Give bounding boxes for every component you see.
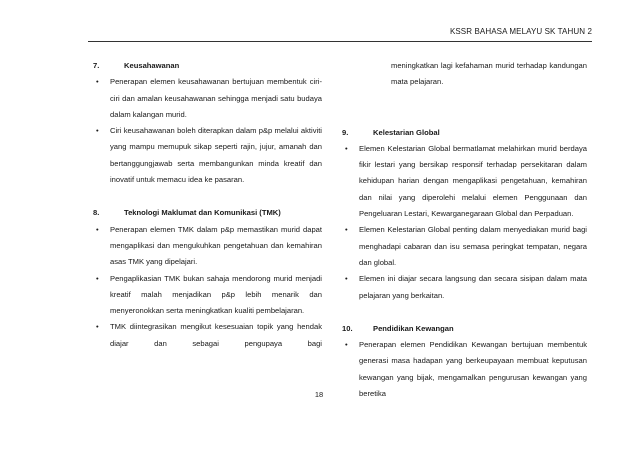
bullet-icon: • — [345, 274, 348, 284]
bullet-icon: • — [96, 273, 99, 283]
page-number: 18 — [314, 390, 324, 399]
bullet-list — [342, 141, 587, 304]
bullet-icon: • — [345, 340, 348, 350]
section-title: Keusahawanan — [124, 61, 180, 70]
list-item-text: Penerapan elemen Pendidikan Kewangan bertujuan membentuk generasi masa hadapan yang berkeupayaan membuat keputusan kewangan yang bijak, mengamalkan pengurusan kewangan yang beretika — [359, 340, 587, 399]
header-rule — [88, 41, 592, 42]
section-title: Teknologi Maklumat dan Komunikasi (TMK) — [124, 208, 281, 218]
bullet-icon: • — [96, 126, 99, 136]
bullet-icon: • — [96, 322, 99, 332]
section-number: 10. — [342, 323, 353, 333]
list-item-text: Elemen Kelestarian Global bermatlamat melahirkan murid berdaya fikir lestari yang bersikap responsif terhadap persekitaran dalam kehidupan harian dengan mengaplikasi pengetahuan, kemahiran dan nilai yang diperolehi melalui elemen Penggunaan dan Pengeluaran Lestari, Kewarganegaraan Global dan Perpaduan. — [359, 143, 587, 219]
list-item-text: Ciri keusahawanan boleh diterapkan dalam p&p melalui aktiviti yang mampu memupuk sikap seperti rajin, jujur, amanah dan bertanggungjawab serta membangunkan minda kreatif dan inovatif untuk memacu idea ke pasaran. — [110, 126, 322, 185]
section-number: 8. — [93, 208, 100, 218]
section-title: Pendidikan Kewangan — [373, 323, 454, 333]
bullet-icon: • — [96, 77, 99, 87]
section-number: 9. — [342, 127, 349, 137]
bullet-list — [93, 74, 322, 188]
list-item — [93, 222, 322, 271]
right-column — [342, 58, 587, 402]
list-item-text: Elemen Kelestarian Global penting dalam menyediakan murid bagi menghadapi cabaran dan isu semasa peringkat tempatan, negara dan global. — [359, 225, 587, 267]
list-item — [93, 74, 322, 123]
list-item-text: TMK diintegrasikan mengikut kesesuaian topik yang hendak diajar dan sebagai pengupaya bagi — [110, 322, 322, 348]
list-item — [93, 271, 322, 320]
left-column — [93, 58, 322, 352]
section-heading — [93, 205, 322, 221]
section-heading — [342, 321, 587, 337]
section-heading — [342, 125, 587, 141]
document-title: KSSR BAHASA MELAYU SK TAHUN 2 — [449, 27, 592, 36]
bullet-icon: • — [345, 225, 348, 235]
list-item-text: Pengaplikasian TMK bukan sahaja mendorong murid menjadi kreatif malah menjadikan p&p lebih menarik dan menyeronokkan serta meningkatkan kualiti pembelajaran. — [110, 273, 322, 316]
section-number: 7. — [93, 61, 100, 70]
section-heading — [93, 58, 322, 74]
list-item — [342, 141, 587, 222]
section-title: Kelestarian Global — [373, 127, 440, 137]
bullet-list — [93, 222, 322, 352]
list-item — [93, 123, 322, 188]
bullet-icon: • — [96, 224, 99, 234]
list-item-text: Penerapan elemen keusahawanan bertujuan membentuk ciri-ciri dan amalan keusahawanan sehingga menjadi satu budaya dalam kalangan murid. — [110, 77, 322, 119]
list-item-text: Elemen ini diajar secara langsung dan secara sisipan dalam mata pelajaran yang berkaitan. — [359, 274, 587, 300]
continued-paragraph: meningkatkan lagi kefahaman murid terhadap kandungan mata pelajaran. — [391, 61, 587, 87]
list-item-text: Penerapan elemen TMK dalam p&p memastikan murid dapat mengaplikasi dan mengukuhkan pengetahuan dan kemahiran asas TMK yang dipelajari. — [110, 224, 322, 267]
bullet-icon: • — [345, 143, 348, 153]
list-item — [342, 271, 587, 304]
list-item — [93, 319, 322, 352]
list-item — [342, 222, 587, 271]
